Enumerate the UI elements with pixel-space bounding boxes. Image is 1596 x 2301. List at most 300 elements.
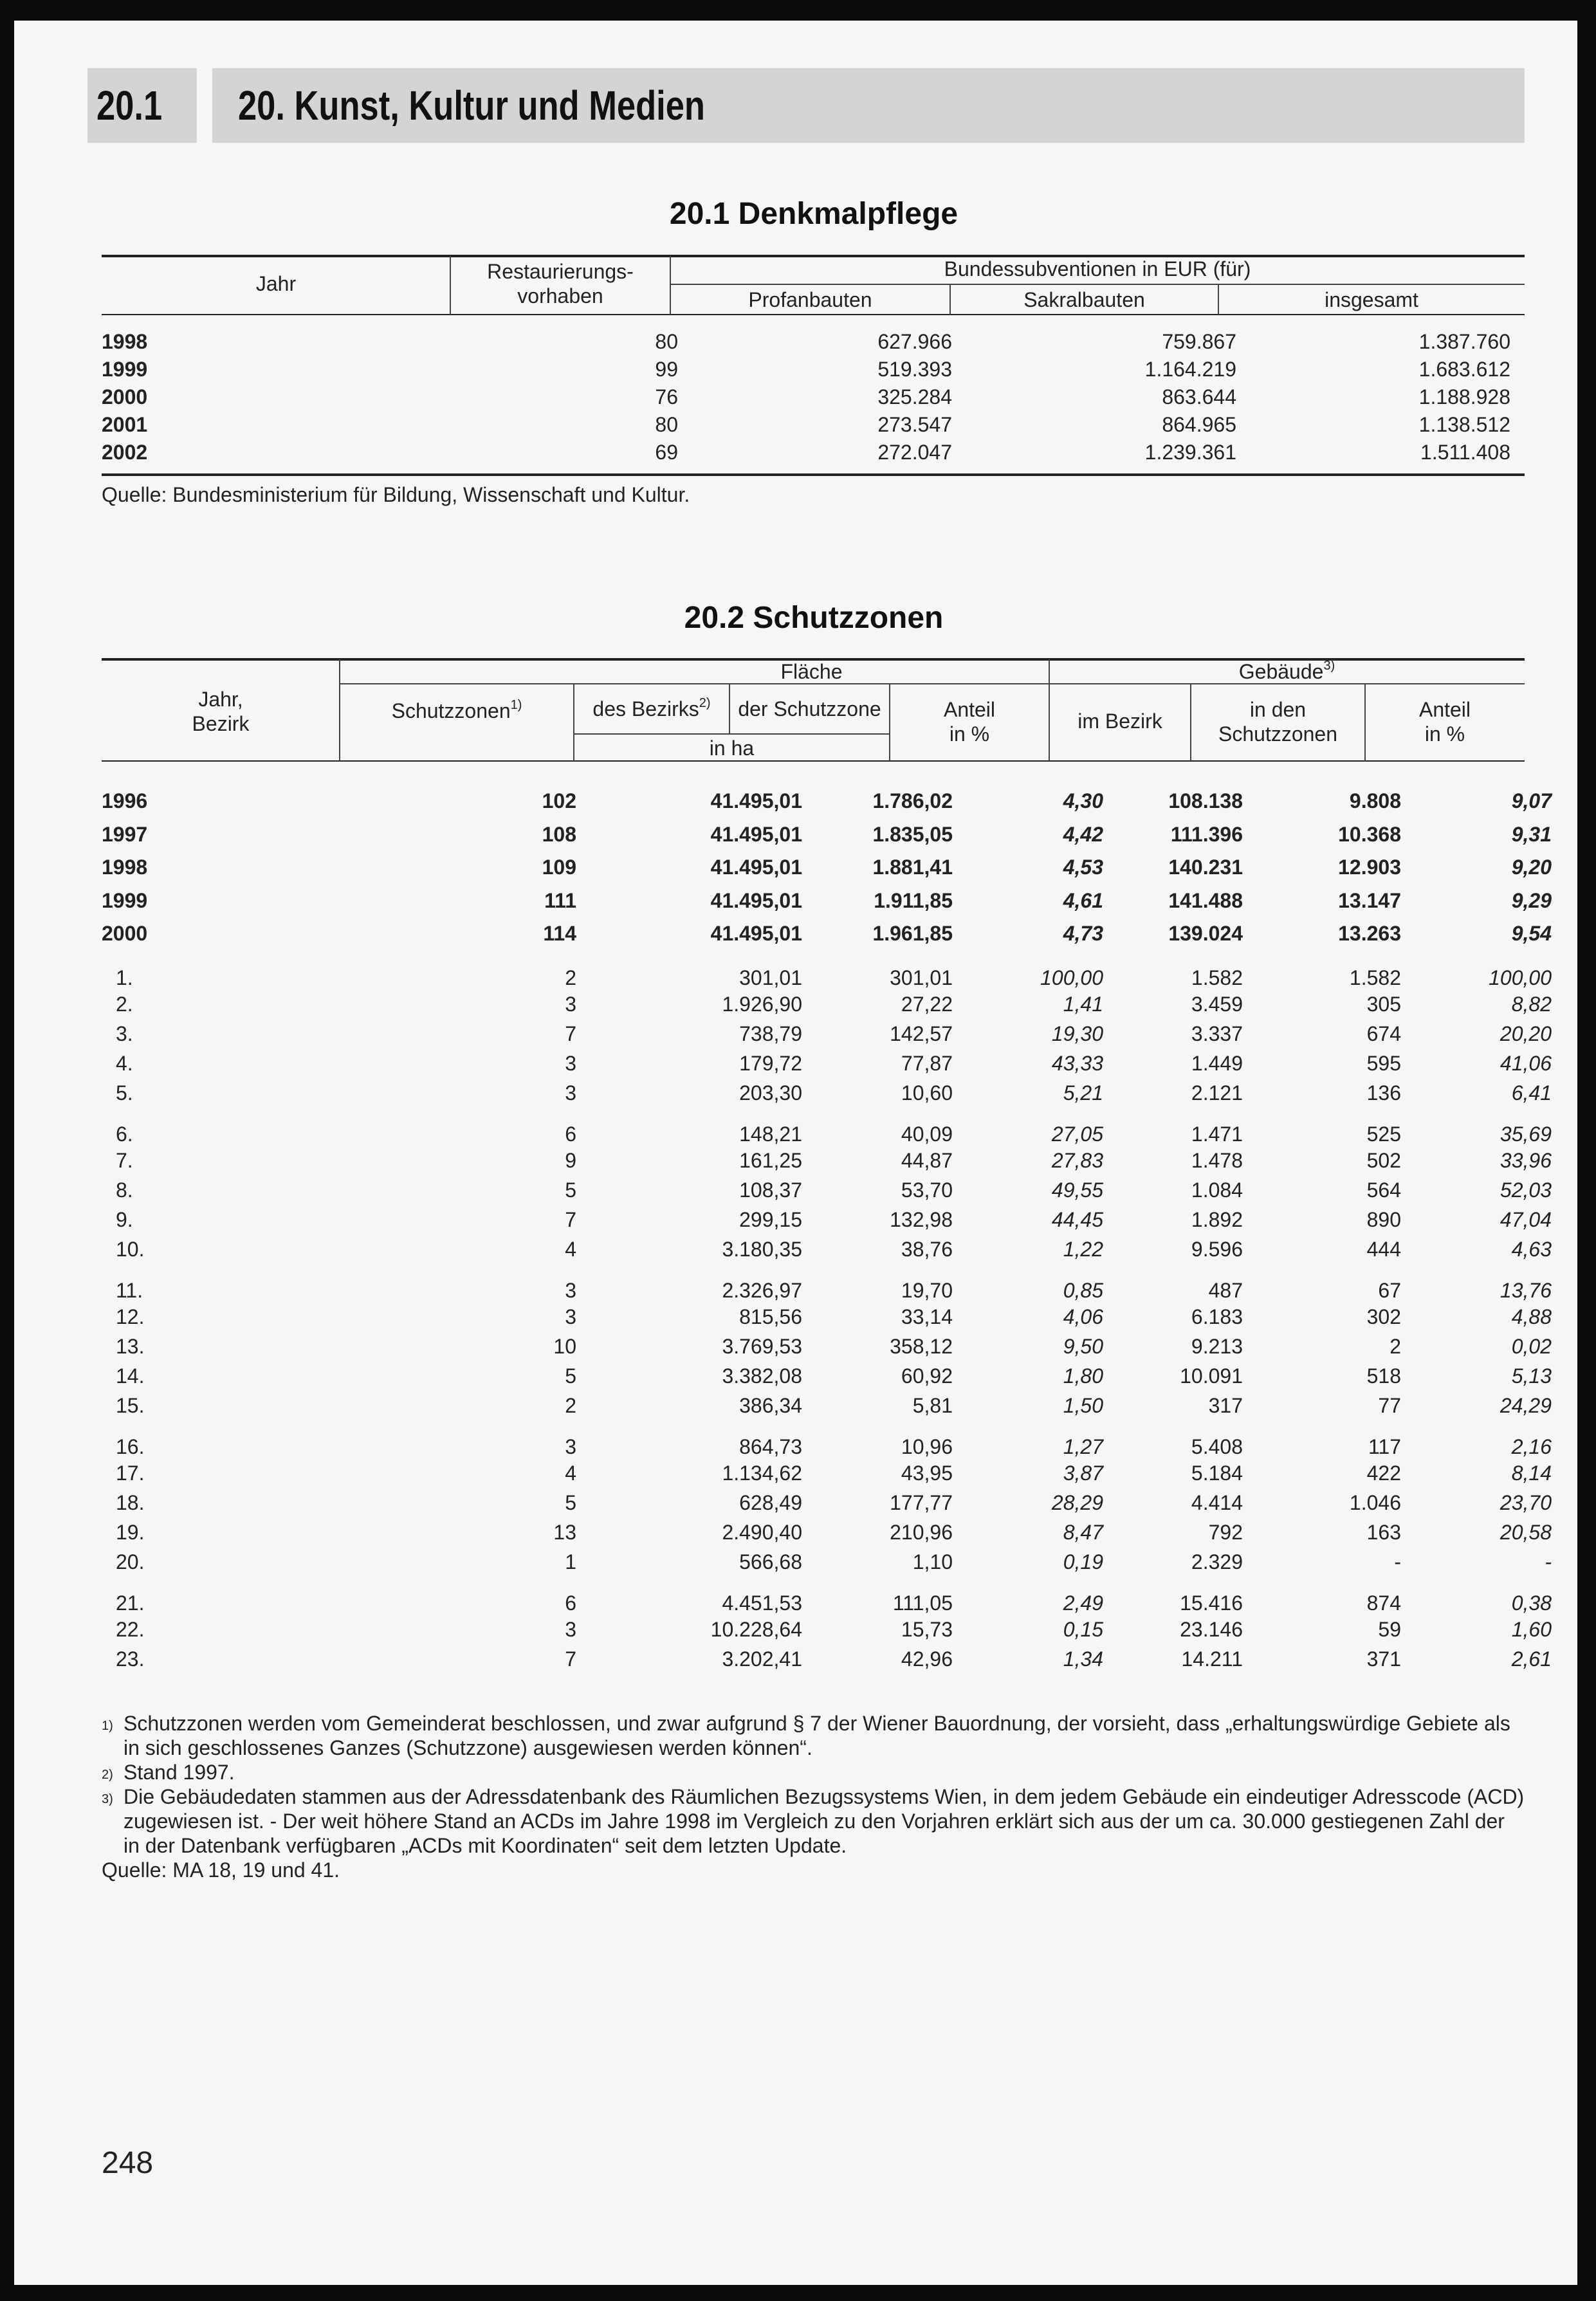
table-cell: 4.414 (1191, 1491, 1243, 1514)
table-cell: 1.188.928 (1418, 385, 1510, 408)
table-cell: 19,30 (1051, 1022, 1103, 1045)
table-cell: 3.382,08 (722, 1364, 802, 1388)
row-year: 1998 (102, 856, 148, 879)
t1-h-insgesamt: insgesamt (1325, 288, 1418, 311)
t2-h-anteil-gebaeude: Anteil in % (1418, 698, 1471, 746)
t1-h-jahr: Jahr (255, 272, 297, 295)
table-cell: 299,15 (739, 1208, 802, 1231)
table-cell: 3.459 (1191, 993, 1243, 1016)
table-cell: 2 (1390, 1335, 1401, 1358)
table-cell: 1.134,62 (722, 1462, 802, 1485)
district-row (102, 1489, 1552, 1518)
table-cell: 44,87 (901, 1149, 953, 1172)
table-cell: 52,03 (1500, 1178, 1552, 1202)
table-cell: 0,19 (1063, 1550, 1103, 1573)
t1-h-sakralbauten: Sakralbauten (1023, 288, 1145, 311)
table-cell: 4,53 (1063, 856, 1103, 879)
table-cell: 9 (565, 1149, 576, 1172)
table-cell: 738,79 (739, 1022, 802, 1045)
district-row (102, 951, 1552, 990)
row-year: 1999 (102, 358, 148, 381)
table-cell: 80 (655, 330, 678, 353)
table-cell: 20,20 (1500, 1022, 1552, 1045)
table-cell: 24,29 (1500, 1394, 1552, 1417)
district-row (102, 1577, 1552, 1615)
table-cell: 9,50 (1063, 1335, 1103, 1358)
district-row (102, 1391, 1552, 1421)
table-cell: 5,81 (912, 1394, 953, 1417)
table-cell: 1.138.512 (1418, 413, 1510, 436)
table-cell: 3.202,41 (722, 1647, 802, 1671)
footnotes (102, 1711, 1525, 1882)
row-district: 4. (116, 1052, 133, 1075)
table-cell: 0,15 (1063, 1618, 1103, 1641)
table-cell: 161,25 (739, 1149, 802, 1172)
footnote-1: 1) Schutzzonen werden vom Gemeinderat beschlossen, und zwar aufgrund § 7 der Wiener Bauordnung, der vorsieht, dass „erhaltungswürdige Gebiete als in sich geschlossenes Ganzes (Schutzzone) ausgewiesen werden können“. (102, 1712, 1510, 1759)
table-cell: 13 (553, 1521, 576, 1544)
table-cell: 7 (565, 1647, 576, 1671)
district-row (102, 1548, 1552, 1577)
table-cell: 10.228,64 (710, 1618, 802, 1641)
table-cell: 7 (565, 1022, 576, 1045)
table-cell: 1.511.408 (1420, 441, 1510, 464)
row-district: 22. (116, 1618, 145, 1641)
table-cell: 132,98 (890, 1208, 953, 1231)
t2-h-gebaeude: Gebäude$^{3)}$ (1238, 659, 1335, 683)
table-cell: 13,76 (1500, 1278, 1552, 1302)
table-cell: 41.495,01 (710, 922, 802, 946)
district-row (102, 1615, 1552, 1645)
table-cell: 14.211 (1181, 1647, 1243, 1671)
table-cell: 141.488 (1168, 888, 1243, 912)
table-cell: 4,42 (1063, 822, 1103, 846)
table-cell: 7 (565, 1208, 576, 1231)
table-cell: 5 (565, 1491, 576, 1514)
table-cell: 518 (1366, 1364, 1401, 1388)
table-cell: 41.495,01 (710, 789, 802, 813)
table-cell: 4,88 (1511, 1305, 1552, 1328)
table-cell: 23.146 (1180, 1618, 1243, 1641)
table-cell: 3 (565, 993, 576, 1016)
table-cell: 76 (655, 385, 678, 408)
table-cell: 1.084 (1191, 1178, 1243, 1202)
table-cell: 5.184 (1191, 1462, 1243, 1485)
table-cell: 6,41 (1511, 1081, 1552, 1105)
row-district: 16. (116, 1435, 145, 1458)
table-cell: 1.683.612 (1418, 358, 1510, 381)
section-title-denkmalpflege: 20.1 Denkmalpflege (669, 197, 959, 231)
table-cell: 2 (565, 966, 576, 989)
table-cell: 1,50 (1063, 1394, 1103, 1417)
row-district: 5. (116, 1081, 133, 1105)
row-year: 2002 (102, 441, 148, 464)
table-cell: 815,56 (739, 1305, 802, 1328)
table-cell: 38,76 (901, 1238, 953, 1261)
table-cell: 59 (1378, 1618, 1401, 1641)
table-cell: 525 (1366, 1122, 1401, 1146)
table-cell: 627.966 (877, 330, 952, 353)
row-district: 8. (116, 1178, 133, 1202)
row-district: 9. (116, 1208, 133, 1231)
table-cell: 117 (1368, 1435, 1401, 1458)
table-cell: 163 (1366, 1521, 1401, 1544)
table-cell: 109 (542, 856, 576, 879)
table-cell: 47,04 (1500, 1208, 1552, 1231)
year-row (102, 851, 1552, 885)
table-cell: 566,68 (739, 1550, 802, 1573)
table-cell: 10.368 (1338, 822, 1401, 846)
t2-h-schutzzonen: Schutzzonen$^{1)}$ (391, 698, 522, 722)
table-cell: 5,13 (1511, 1364, 1552, 1388)
table-cell: 4,73 (1063, 922, 1103, 946)
row-district: 6. (116, 1122, 133, 1146)
table-cell: 863.644 (1162, 385, 1236, 408)
table-cell: 43,33 (1051, 1052, 1103, 1075)
district-row (102, 1108, 1552, 1146)
table-cell: 12.903 (1338, 856, 1401, 879)
table-cell: 15.416 (1180, 1591, 1243, 1615)
row-district: 7. (116, 1149, 133, 1172)
table-cell: 1.478 (1191, 1149, 1243, 1172)
table-cell: 0,85 (1063, 1278, 1103, 1302)
table-cell: 1.046 (1349, 1491, 1401, 1514)
t2-h-jahr-bezirk: Jahr, Bezirk (192, 688, 250, 735)
table-cell: 5,21 (1063, 1081, 1103, 1105)
table-cell: 864.965 (1162, 413, 1236, 436)
table-cell: 4,06 (1063, 1305, 1103, 1328)
table-cell: 1.471 (1191, 1122, 1243, 1146)
table-cell: 302 (1366, 1305, 1401, 1328)
table-cell: 108 (542, 822, 576, 846)
table-cell: 1.786,02 (872, 789, 953, 813)
table-cell: 100,00 (1040, 966, 1103, 989)
district-row (102, 1020, 1552, 1049)
table-cell: 9,20 (1511, 856, 1552, 879)
row-district: 15. (116, 1394, 145, 1417)
t2-h-des-bezirks: des Bezirks$^{2)}$ (592, 696, 711, 720)
table-cell: 502 (1366, 1149, 1401, 1172)
table-cell: 108.138 (1168, 789, 1243, 813)
table-cell: 5.408 (1191, 1435, 1243, 1458)
table-cell: 1.911,85 (874, 888, 953, 912)
table-cell: 10 (553, 1335, 576, 1358)
table-cell: - (1545, 1550, 1552, 1573)
table-cell: 136 (1366, 1081, 1401, 1105)
page-number: 248 (102, 2146, 154, 2180)
table-cell: 1.239.361 (1144, 441, 1236, 464)
t2-h-anteil: Anteil in % (943, 698, 996, 746)
table-cell: 1.582 (1349, 966, 1401, 989)
table-cell: 3 (565, 1305, 576, 1328)
row-year: 1997 (102, 822, 148, 846)
district-row (102, 1303, 1552, 1332)
t1-h-restaurierung: Restaurierungs- vorhaben (487, 260, 634, 307)
district-row (102, 1265, 1552, 1303)
table-cell: 8,14 (1511, 1462, 1552, 1485)
table-cell: 1.449 (1191, 1052, 1243, 1075)
year-row (102, 917, 1552, 951)
table-cell: 177,77 (890, 1491, 953, 1514)
table-cell: 27,83 (1051, 1149, 1103, 1172)
table-cell: 13.263 (1338, 922, 1401, 946)
table-cell: 53,70 (901, 1178, 953, 1202)
table-cell: 301,01 (739, 966, 802, 989)
district-row (102, 1459, 1552, 1489)
table-cell: 5 (565, 1364, 576, 1388)
table-cell: 1.881,41 (872, 856, 953, 879)
table-cell: 100,00 (1489, 966, 1552, 989)
row-district: 13. (116, 1335, 145, 1358)
table-cell: 1,34 (1063, 1647, 1103, 1671)
table-cell: 3.180,35 (722, 1238, 802, 1261)
table-cell: 6 (565, 1591, 576, 1615)
table-cell: 9,54 (1511, 922, 1552, 946)
table-cell: 1.926,90 (722, 993, 802, 1016)
footnote-2: 2) Stand 1997. (102, 1761, 235, 1784)
table-cell: 1,41 (1063, 993, 1103, 1016)
t1-h-profanbauten: Profanbauten (748, 288, 872, 311)
row-district: 20. (116, 1550, 145, 1573)
district-row (102, 1049, 1552, 1079)
row-year: 1999 (102, 888, 148, 912)
table-cell: 111,05 (892, 1591, 953, 1615)
chapter-number: 20.1 (87, 68, 197, 143)
row-district: 21. (116, 1591, 145, 1615)
table-cell: 40,09 (901, 1122, 953, 1146)
table-cell: 80 (655, 413, 678, 436)
district-row (102, 1146, 1552, 1176)
table-cell: 69 (655, 441, 678, 464)
table-cell: 111 (544, 888, 576, 912)
table-cell: 19,70 (901, 1278, 953, 1302)
table-cell: 43,95 (901, 1462, 953, 1485)
table-cell: 4,61 (1063, 888, 1103, 912)
t1-h-bundessubventionen: Bundessubventionen in EUR (für) (944, 257, 1251, 280)
footnote-3: 3) Die Gebäudedaten stammen aus der Adressdatenbank des Räumlichen Bezugssystems Wien, in dem jedem Gebäude ein eindeutiger Adresscode (ACD) zugewiesen ist. - Der weit höhere Stand an ACDs im Jahre 1998 im Vergleich zu den Vorjahren erklärt sich aus der um ca. 30.000 gestiegenen Zahl der in der Datenbank verfügbaren „ACDs mit Koordinaten“ seit dem letzten Update. (102, 1785, 1525, 1857)
table-cell: 272.047 (877, 441, 952, 464)
table-cell: 1.164.219 (1144, 358, 1236, 381)
table-cell: 1.387.760 (1418, 330, 1510, 353)
table-cell: 595 (1366, 1052, 1401, 1075)
table-cell: 1,10 (912, 1550, 953, 1573)
t2-h-der-schutzzone: der Schutzzone (738, 697, 881, 720)
table-cell: 9,29 (1511, 888, 1552, 912)
table-cell: 210,96 (890, 1521, 953, 1544)
table-cell: 111.396 (1170, 822, 1243, 846)
district-row (102, 1176, 1552, 1206)
table-cell: 9.596 (1191, 1238, 1243, 1261)
table-cell: 1.582 (1191, 966, 1243, 989)
table-cell: 140.231 (1168, 856, 1243, 879)
row-year: 1996 (102, 789, 148, 813)
table-cell: 27,05 (1051, 1122, 1103, 1146)
table-cell: 1.835,05 (872, 822, 953, 846)
table-cell: 35,69 (1500, 1122, 1552, 1146)
table-cell: 28,29 (1051, 1491, 1103, 1514)
table-cell: 301,01 (890, 966, 953, 989)
table-cell: - (1394, 1550, 1401, 1573)
row-district: 10. (116, 1238, 145, 1261)
table-cell: 3 (565, 1052, 576, 1075)
table-cell: 0,38 (1511, 1591, 1552, 1615)
table-cell: 1,27 (1063, 1435, 1103, 1458)
row-district: 17. (116, 1462, 145, 1485)
district-row (102, 1079, 1552, 1108)
district-row (102, 990, 1552, 1020)
row-district: 18. (116, 1491, 145, 1514)
t1-source: Quelle: Bundesministerium für Bildung, Wissenschaft und Kultur. (102, 483, 690, 506)
table-cell: 148,21 (739, 1122, 802, 1146)
row-district: 11. (116, 1278, 143, 1302)
district-row (102, 1362, 1552, 1391)
table-cell: 674 (1366, 1022, 1401, 1045)
table-cell: 99 (655, 358, 678, 381)
row-year: 1998 (102, 330, 148, 353)
table-cell: 2,49 (1063, 1591, 1103, 1615)
table-cell: 33,14 (901, 1305, 953, 1328)
row-district: 14. (116, 1364, 145, 1388)
district-row (102, 1421, 1552, 1459)
table-cell: 10.091 (1180, 1364, 1243, 1388)
table-cell: 77,87 (901, 1052, 953, 1075)
row-district: 23. (116, 1647, 145, 1671)
table-cell: 33,96 (1500, 1149, 1552, 1172)
table-schutzzonen (102, 785, 1552, 1674)
row-year: 2000 (102, 385, 148, 408)
table-cell: 9.808 (1349, 789, 1401, 813)
t2-h-in-ha: in ha (709, 737, 755, 760)
district-row (102, 1206, 1552, 1235)
table-cell: 44,45 (1051, 1208, 1103, 1231)
table-cell: 15,73 (901, 1618, 953, 1641)
table-cell: 1,60 (1511, 1618, 1552, 1641)
section-title-schutzzonen: 20.2 Schutzzonen (684, 601, 944, 635)
table-cell: 519.393 (877, 358, 952, 381)
row-district: 19. (116, 1521, 145, 1544)
year-row (102, 785, 1552, 818)
table-cell: 10,96 (901, 1435, 953, 1458)
table-cell: 9.213 (1191, 1335, 1243, 1358)
table-cell: 386,34 (739, 1394, 802, 1417)
row-district: 12. (116, 1305, 145, 1328)
table-cell: 422 (1366, 1462, 1401, 1485)
table-cell: 8,47 (1063, 1521, 1103, 1544)
district-row (102, 1518, 1552, 1548)
table-cell: 358,12 (890, 1335, 953, 1358)
district-row (102, 1332, 1552, 1362)
table-cell: 1.892 (1191, 1208, 1243, 1231)
table-cell: 41,06 (1500, 1052, 1552, 1075)
table-cell: 444 (1366, 1238, 1401, 1261)
table-cell: 4,30 (1063, 789, 1103, 813)
row-district: 2. (116, 993, 133, 1016)
table-cell: 864,73 (739, 1435, 802, 1458)
table-cell: 0,02 (1511, 1335, 1552, 1358)
row-district: 3. (116, 1022, 133, 1045)
table-cell: 8,82 (1511, 993, 1552, 1016)
table-cell: 9,31 (1511, 822, 1552, 846)
row-year: 2001 (102, 413, 148, 436)
table-cell: 114 (543, 922, 576, 946)
table-cell: 179,72 (739, 1052, 802, 1075)
table-cell: 139.024 (1168, 922, 1243, 946)
table-cell: 890 (1366, 1208, 1401, 1231)
table-cell: 4 (565, 1238, 576, 1261)
district-row (102, 1645, 1552, 1674)
table-cell: 564 (1366, 1178, 1401, 1202)
table-cell: 4.451,53 (722, 1591, 802, 1615)
table-cell: 20,58 (1500, 1521, 1552, 1544)
table-cell: 108,37 (739, 1178, 802, 1202)
table-cell: 3 (565, 1435, 576, 1458)
table-cell: 2.121 (1191, 1081, 1243, 1105)
table-cell: 628,49 (739, 1491, 802, 1514)
table-cell: 41.495,01 (710, 822, 802, 846)
table-cell: 3,87 (1063, 1462, 1103, 1485)
year-row (102, 885, 1552, 918)
table-cell: 41.495,01 (710, 856, 802, 879)
t2-source: Quelle: MA 18, 19 und 41. (102, 1858, 340, 1882)
table-cell: 2.490,40 (722, 1521, 802, 1544)
table-cell: 77 (1378, 1394, 1401, 1417)
table-cell: 10,60 (901, 1081, 953, 1105)
row-district: 1. (116, 966, 133, 989)
table-cell: 2,61 (1511, 1647, 1552, 1671)
table-cell: 1,80 (1063, 1364, 1103, 1388)
table-cell: 3 (565, 1081, 576, 1105)
table-cell: 371 (1366, 1647, 1401, 1671)
table-cell: 142,57 (890, 1022, 953, 1045)
table-cell: 41.495,01 (710, 888, 802, 912)
table-cell: 6 (565, 1122, 576, 1146)
year-row (102, 818, 1552, 852)
table-cell: 317 (1208, 1394, 1243, 1417)
table-cell: 2 (565, 1394, 576, 1417)
table-cell: 102 (542, 789, 576, 813)
table-cell: 5 (565, 1178, 576, 1202)
table-cell: 487 (1208, 1278, 1243, 1302)
table-cell: 42,96 (901, 1647, 953, 1671)
table-cell: 874 (1366, 1591, 1401, 1615)
t2-h-in-den-schutzzonen: in den Schutzzonen (1218, 698, 1337, 746)
table-cell: 1 (565, 1550, 576, 1573)
table-cell: 67 (1378, 1278, 1401, 1302)
district-row (102, 1235, 1552, 1265)
table-cell: 3 (565, 1278, 576, 1302)
row-year: 2000 (102, 922, 148, 946)
table-cell: 273.547 (877, 413, 952, 436)
table-cell: 792 (1208, 1521, 1243, 1544)
table-cell: 2,16 (1511, 1435, 1552, 1458)
table-cell: 2.329 (1191, 1550, 1243, 1573)
table-cell: 759.867 (1162, 330, 1236, 353)
table-cell: 13.147 (1338, 888, 1401, 912)
table-cell: 1,22 (1063, 1238, 1103, 1261)
table-cell: 203,30 (739, 1081, 802, 1105)
table-cell: 27,22 (901, 993, 953, 1016)
table-cell: 2.326,97 (722, 1278, 802, 1302)
table-cell: 6.183 (1191, 1305, 1243, 1328)
chapter-title: 20. Kunst, Kultur und Medien (212, 68, 1525, 143)
table-cell: 4,63 (1511, 1238, 1552, 1261)
table-cell: 60,92 (901, 1364, 953, 1388)
table-cell: 9,07 (1511, 789, 1552, 813)
table-cell: 49,55 (1051, 1178, 1103, 1202)
t2-h-flaeche: Fläche (780, 660, 843, 683)
table-cell: 4 (565, 1462, 576, 1485)
t2-h-im-bezirk: im Bezirk (1078, 710, 1162, 733)
table-cell: 3 (565, 1618, 576, 1641)
